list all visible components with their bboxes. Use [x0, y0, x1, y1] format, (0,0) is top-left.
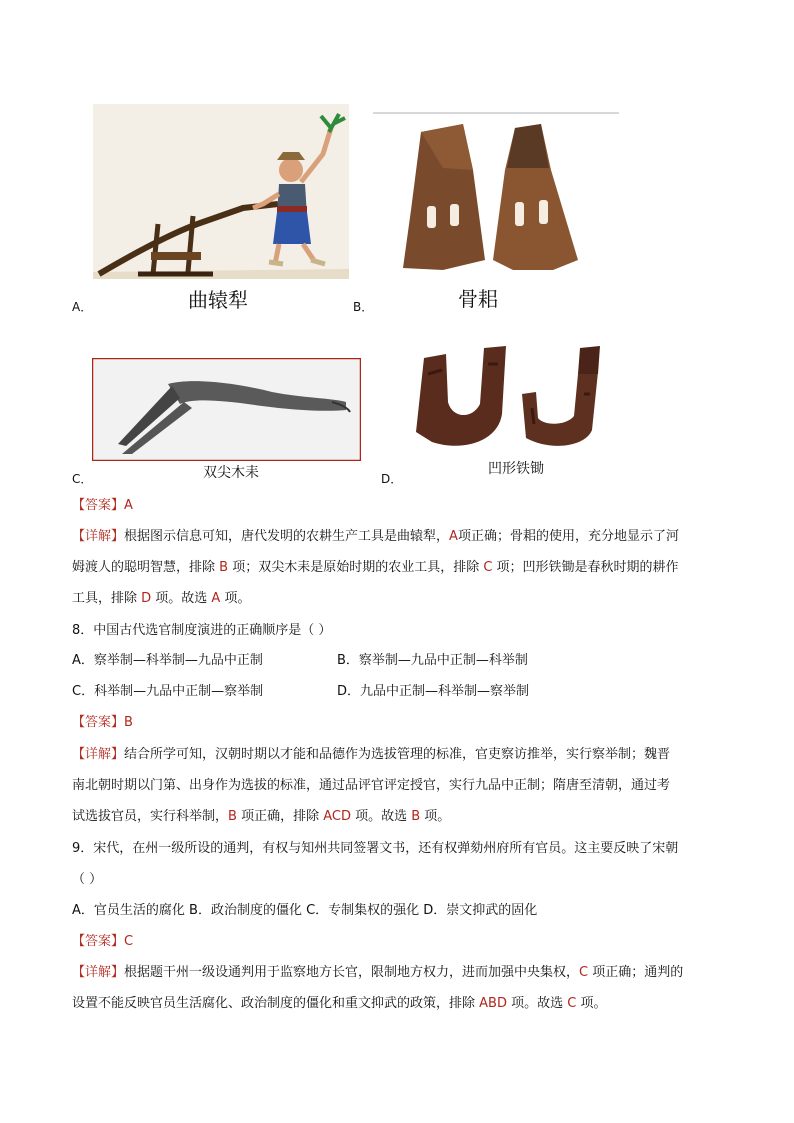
q7-answer-label: 【答案】 [72, 498, 125, 513]
option-b-caption: 骨耜 [458, 287, 498, 311]
q7-detail-line-3 [72, 590, 250, 608]
q8-detail-line-1 [72, 746, 670, 764]
q7-detail-line-1 [72, 528, 679, 546]
q8-detail-text [124, 747, 670, 762]
detail-text-segment: 项。故选 [506, 996, 568, 1011]
q9-detail-text [124, 965, 683, 980]
detail-text-segment: 南北朝时期以门第、出身作为选拔的标准，通过品评官评定授官，实行九品中正制；隋唐至清朝，通过考 [72, 778, 671, 793]
option-d-caption: 凹形铁锄 [488, 461, 544, 477]
option-d-letter: D． [381, 472, 403, 486]
q8-answer-value: B [124, 715, 133, 730]
detail-text-segment: 项。故选 [151, 591, 212, 606]
q8-detail-label: 【详解】 [72, 747, 125, 762]
option-letter-ref: C [483, 560, 493, 575]
q8-option-c: C．科举制—九品中正制—察举制 [72, 684, 264, 699]
option-b-letter: B． [353, 300, 374, 314]
detail-text-segment: 项；凹形铁锄是春秋时期的耕作 [492, 560, 679, 575]
q9-detail-label: 【详解】 [72, 965, 125, 980]
detail-text-segment: 项正确；通判的 [588, 965, 684, 980]
option-c-letter: C． [72, 472, 93, 486]
q8-stem: 8．中国古代选官制度演进的正确顺序是（ ） [72, 623, 332, 638]
option-letter-ref: B [411, 809, 421, 824]
q8-option-b: B．察举制—九品中正制—科举制 [337, 653, 528, 668]
q7-answer [72, 497, 133, 515]
q9-answer [72, 933, 133, 951]
detail-text-segment: 项。 [220, 591, 251, 606]
q7-detail-label: 【详解】 [72, 529, 125, 544]
q9-detail-line-2 [72, 995, 606, 1013]
q8-detail-line-2 [72, 777, 670, 795]
option-letter-ref: A [211, 591, 221, 606]
curved-plough-image [93, 104, 349, 279]
q9-answer-label: 【答案】 [72, 934, 125, 949]
detail-text-segment: 根据题干州一级设通判用于监察地方长官，限制地方权力，进而加强中央集权， [124, 965, 580, 980]
detail-text-segment: 项。 [420, 809, 451, 824]
detail-text-segment: 项正确；骨耜的使用，充分地显示了河 [457, 529, 679, 544]
detail-text-segment: 根据图示信息可知，唐代发明的农耕生产工具是曲辕犁， [124, 529, 450, 544]
option-a-caption: 曲辕犁 [188, 288, 248, 312]
q9-answer-value: C [124, 934, 134, 949]
q8-answer [72, 714, 133, 732]
q9-stem-line-2: （ ） [72, 872, 103, 887]
q9-stem-line-1: 9．宋代，在州一级所设的通判，有权与知州共同签署文书，还有权弹劾州府所有官员。这主要反映了宋朝 [72, 841, 679, 856]
option-letter-ref: C [579, 965, 589, 980]
option-c-caption: 双尖木耒 [203, 465, 259, 481]
detail-text-segment: 结合所学可知，汉朝时期以才能和品德作为选拔管理的标准，官吏察访推举，实行察举制；魏晋 [124, 747, 671, 762]
q8-detail-line-3 [72, 808, 450, 826]
detail-text-segment: 工具，排除 [72, 591, 142, 606]
detail-text-segment: 姆渡人的聪明智慧，排除 [72, 560, 220, 575]
detail-text-segment: 项。故选 [350, 809, 412, 824]
option-letter-ref: B [219, 560, 229, 575]
option-a-letter: A． [72, 300, 93, 314]
q7-detail-text [124, 529, 679, 544]
option-letter-ref: B [228, 809, 237, 824]
option-letter-ref: ABD [479, 996, 507, 1011]
detail-text-segment: 设置不能反映官员生活腐化、政治制度的僵化和重文抑武的政策，排除 [72, 996, 480, 1011]
option-letter-ref: ACD [323, 809, 351, 824]
double-pointed-wooden-lei-image [92, 358, 361, 461]
q8-answer-label: 【答案】 [72, 715, 125, 730]
bone-spade-image [373, 110, 619, 278]
q9-detail-line-1 [72, 964, 683, 982]
q8-option-d: D．九品中正制—科举制—察举制 [337, 684, 530, 699]
option-letter-ref: C [567, 996, 577, 1011]
detail-text-segment: 项；双尖木耒是原始时期的农业工具，排除 [228, 560, 484, 575]
option-letter-ref: A [449, 529, 458, 544]
q8-option-a: A．察举制—科举制—九品中正制 [72, 653, 263, 668]
q7-detail-line-2 [72, 559, 679, 577]
q9-options: A．官员生活的腐化 B．政治制度的僵化 C．专制集权的强化 D．崇文抑武的固化 [72, 903, 538, 918]
option-letter-ref: D [141, 591, 152, 606]
q7-answer-value: A [124, 498, 133, 513]
concave-iron-hoe-image [402, 334, 634, 456]
detail-text-segment: 项。 [576, 996, 607, 1011]
detail-text-segment: 试选拔官员，实行科举制， [72, 809, 229, 824]
detail-text-segment: 项正确，排除 [236, 809, 324, 824]
